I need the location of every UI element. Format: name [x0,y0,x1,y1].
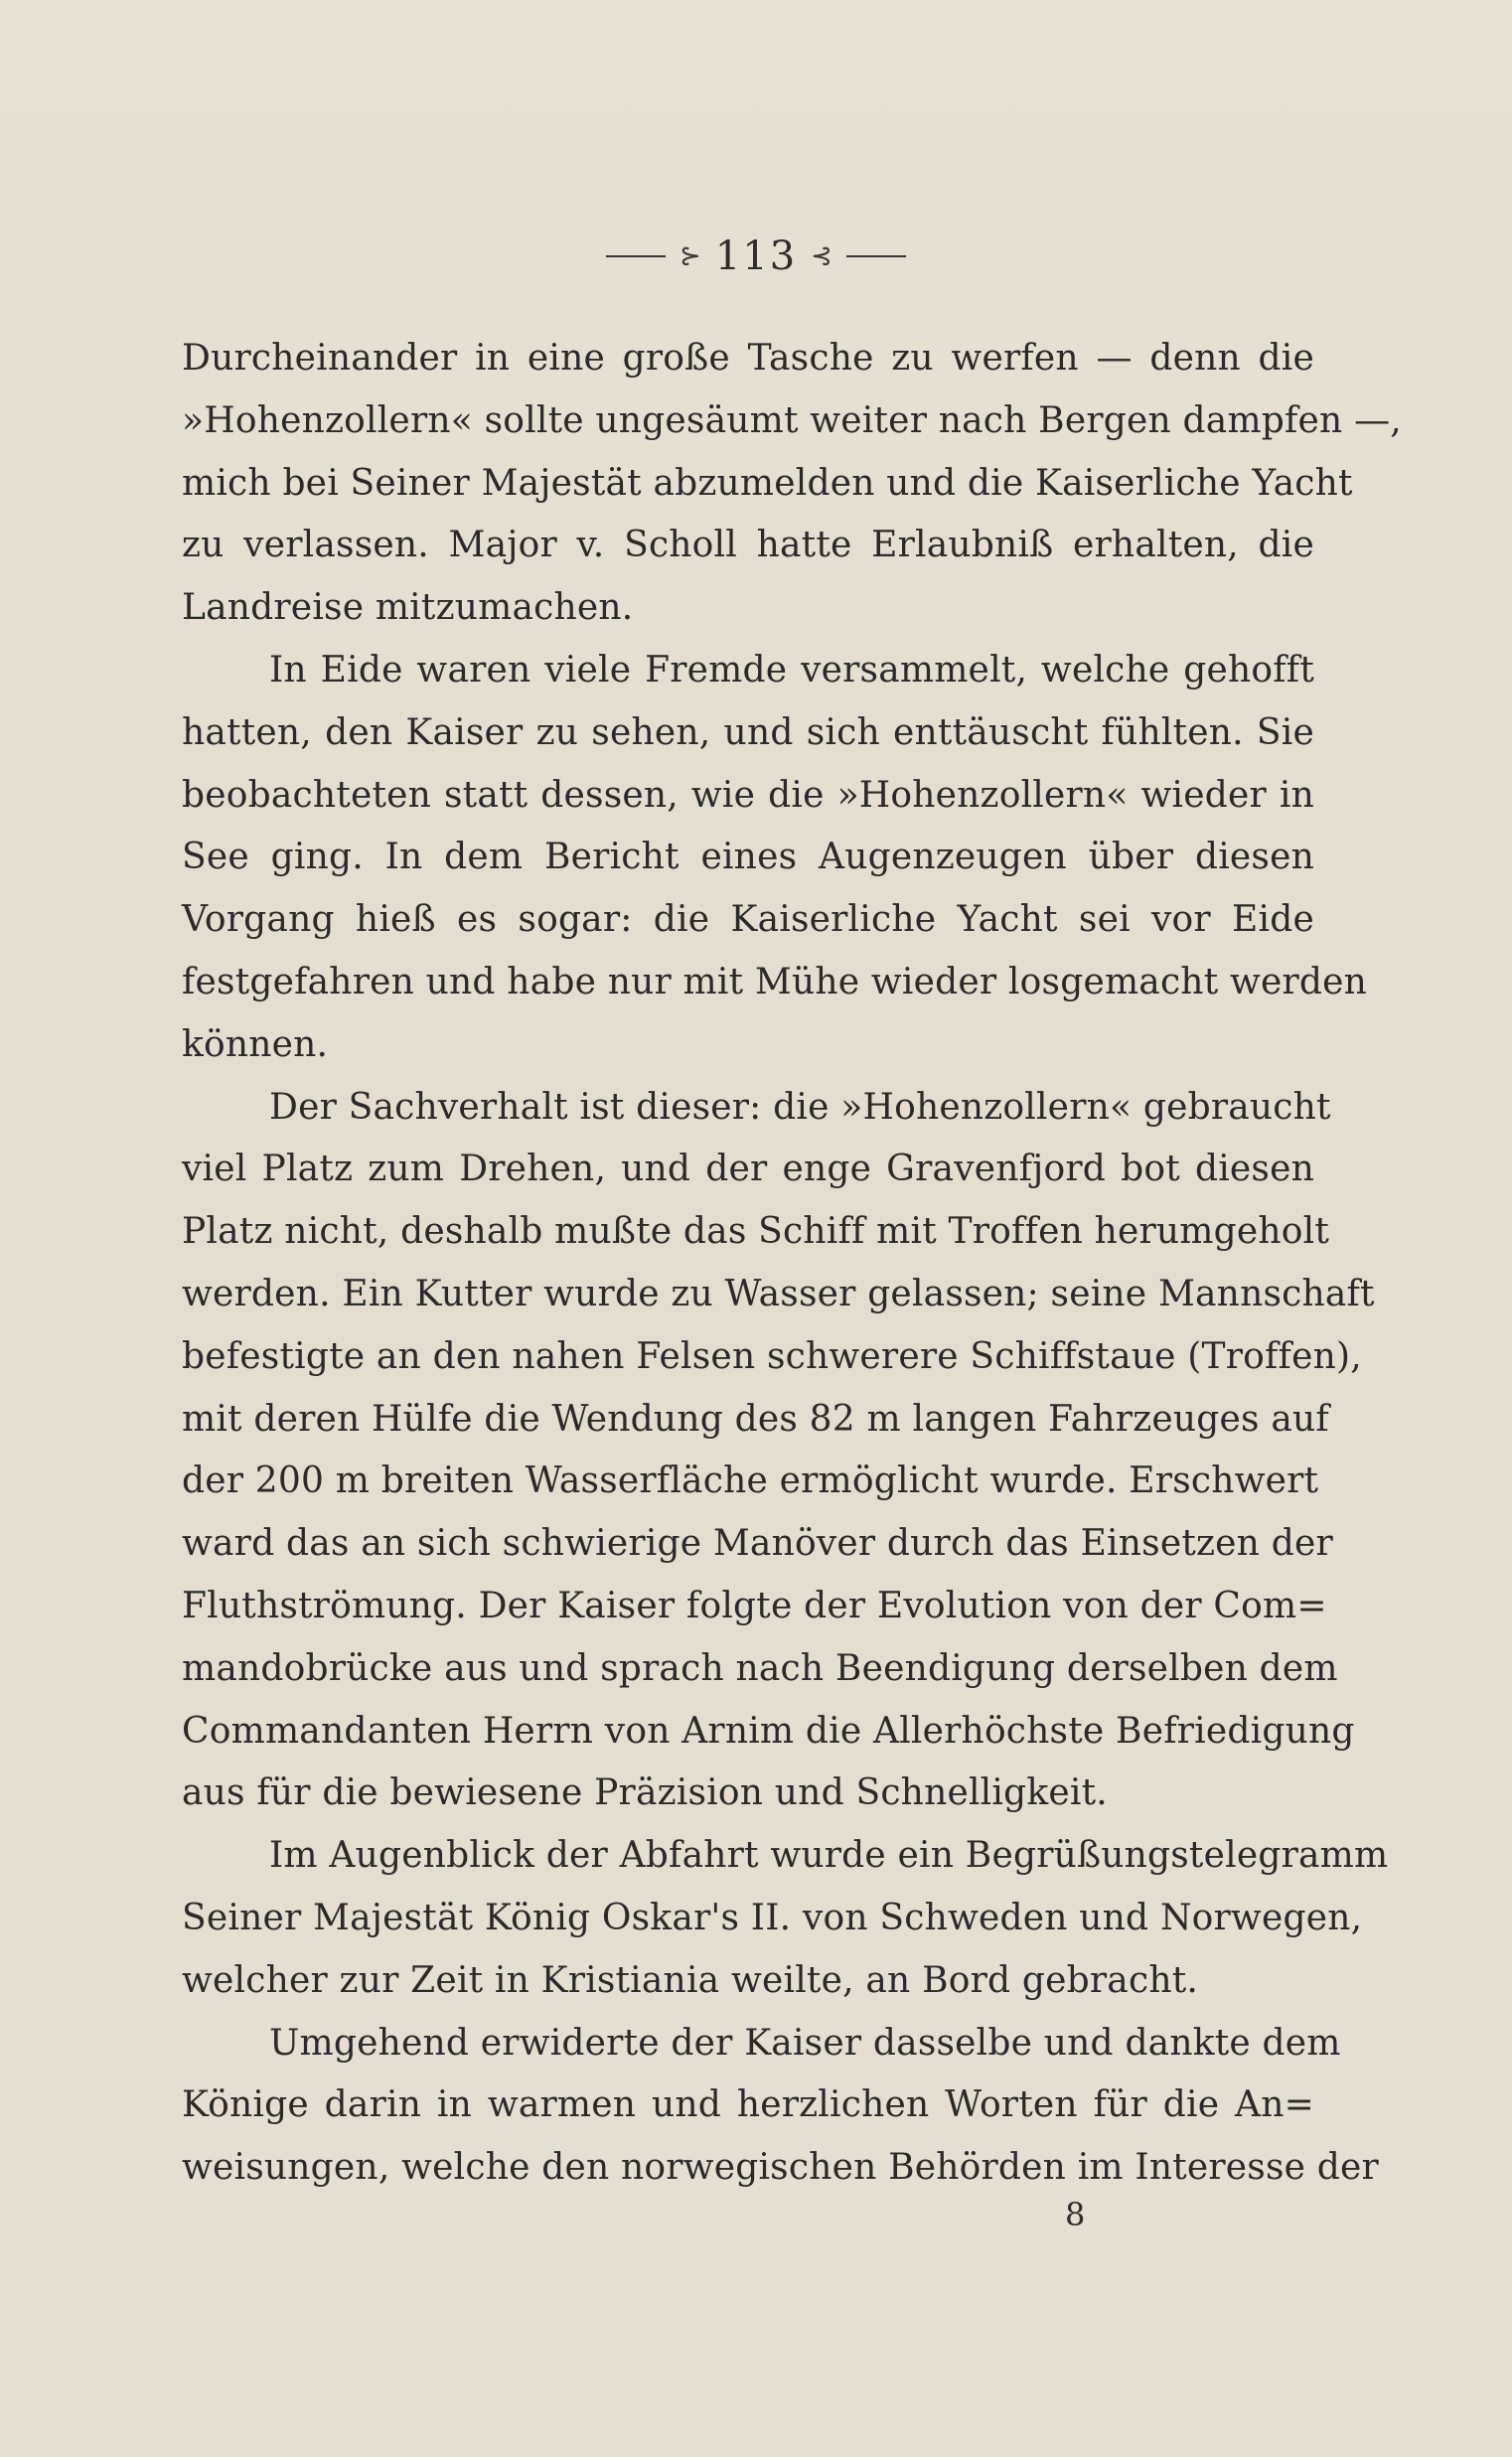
text-line: »Hohenzollern« sollte ungesäumt weiter nach Bergen dampfen —, [182,399,1402,441]
text-line: mit deren Hülfe die Wendung des 82 m langen Fahrzeuges auf [182,1398,1329,1440]
text-line: hatten, den Kaiser zu sehen, und sich enttäuscht fühlten. Sie [182,711,1314,753]
header-rule-right [846,255,906,257]
page-number: 113 [714,233,798,279]
header-rule-left [606,255,666,257]
body-text [182,328,1402,2200]
signature-mark: 8 [1065,2196,1086,2233]
text-line: zu verlassen. Major v. Scholl hatte Erlaubniß erhalten, die [182,525,1314,566]
text-line: ward das an sich schwierige Manöver durch das Einsetzen der [182,1523,1333,1565]
text-line: befestigte an den nahen Felsen schwerere Schiffstaue (Troffen), [182,1335,1362,1377]
text-line: Seiner Majestät König Oskar's II. von Schweden und Norwegen, [182,1897,1363,1938]
text-line: Commandanten Herrn von Arnim die Allerhöchste Befriedigung [182,1710,1355,1752]
text-line: In Eide waren viele Fremde versammelt, welche gehofft [269,649,1314,691]
text-line: aus für die bewiesene Präzision und Schnelligkeit. [182,1772,1108,1814]
text-line: werden. Ein Kutter wurde zu Wasser gelassen; seine Mannschaft [182,1273,1375,1314]
text-line: Im Augenblick der Abfahrt wurde ein Begrüßungstelegramm [269,1835,1389,1877]
text-line: Könige darin in warmen und herzlichen Worten für die An= [182,2084,1314,2126]
text-line: viel Platz zum Drehen, und der enge Gravenfjord bot diesen [182,1149,1314,1190]
page-header-inner [606,233,906,279]
page-header [0,227,1512,286]
text-line: können. [182,1023,329,1065]
text-line: welcher zur Zeit in Kristiania weilte, an Bord gebracht. [182,1959,1199,2001]
text-line: Platz nicht, deshalb mußte das Schiff mit Troffen herumgeholt [182,1211,1330,1253]
text-line: Fluthströmung. Der Kaiser folgte der Evolution von der Com= [182,1585,1327,1626]
text-line: mich bei Seiner Majestät abzumelden und die Kaiserliche Yacht [182,462,1353,504]
text-line: mandobrücke aus und sprach nach Beendigung derselben dem [182,1647,1338,1689]
text-line: Landreise mitzumachen. [182,587,634,629]
text-line: der 200 m breiten Wasserfläche ermöglicht wurde. Erschwert [182,1460,1319,1502]
ornament-left-icon: ⊱ [680,241,701,271]
text-line: festgefahren und habe nur mit Mühe wieder losgemacht werden [182,961,1368,1002]
text-line: Vorgang hieß es sogar: die Kaiserliche Yacht sei vor Eide [182,899,1314,941]
text-line: weisungen, welche den norwegischen Behörden im Interesse der [182,2147,1379,2189]
text-line: Der Sachverhalt ist dieser: die »Hohenzollern« gebraucht [269,1086,1331,1128]
text-line: Umgehend erwiderte der Kaiser dasselbe und dankte dem [269,2022,1341,2064]
ornament-right-icon: ⊰ [811,241,832,271]
text-line: See ging. In dem Bericht eines Augenzeugen über diesen [182,837,1314,878]
text-line: Durcheinander in eine große Tasche zu werfen — denn die [182,338,1314,379]
text-line: beobachteten statt dessen, wie die »Hohenzollern« wieder in [182,774,1314,816]
